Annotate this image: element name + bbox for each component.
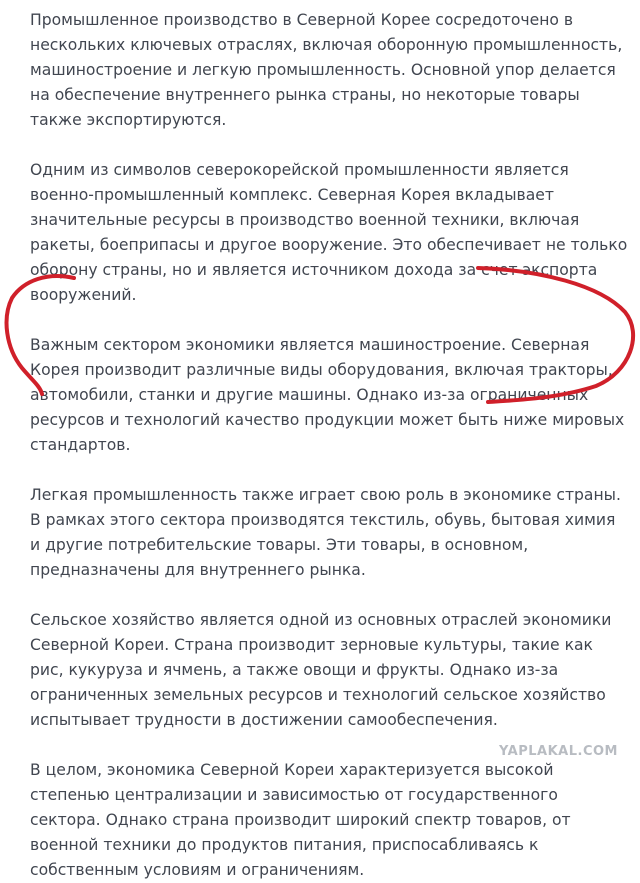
- paragraph-military-industry: Одним из символов северокорейской промышленности является военно-промышленный комплекс. Северная Корея вкладывает значительные ресурсы в производство военной техники, включая ракеты, боеприпасы и другое вооружение. Это обеспечивает не только оборону страны, но и является источником дохода за счет экспорта вооружений.: [30, 161, 628, 304]
- paragraph-conclusion: В целом, экономика Северной Кореи характеризуется высокой степенью централизации и зависимостью от государственного сектора. Однако страна производит широкий спектр товаров, от военной техники до продуктов питания, приспосабливаясь к собственным условиям и ограничениям.: [30, 761, 571, 879]
- paragraph-light-industry: Легкая промышленность также играет свою роль в экономике страны. В рамках этого сектора производятся текстиль, обувь, бытовая химия и другие потребительские товары. Эти товары, в основном, предназначены для внутреннего рынка.: [30, 486, 621, 579]
- paragraph-machine-building: Важным сектором экономики является машиностроение. Северная Корея производит различные виды оборудования, включая тракторы, автомобили, станки и другие машины. Однако из-за ограниченных ресурсов и технологий качество продукции может быть ниже мировых стандартов.: [30, 336, 625, 454]
- watermark: YAPLAKAL.COM: [499, 744, 618, 759]
- paragraph-industry-overview: Промышленное производство в Северной Корее сосредоточено в нескольких ключевых отраслях, включая оборонную промышленность, машиностроение и легкую промышленность. Основной упор делается на обеспечение внутреннего рынка страны, но некоторые товары также экспортируются.: [30, 11, 623, 129]
- paragraph-agriculture: Сельское хозяйство является одной из основных отраслей экономики Северной Кореи. Страна производит зерновые культуры, такие как рис, кукуруза и ячмень, а также овощи и фрукты. Однако из-за ограниченных земельных ресурсов и технологий сельское хозяйство испытывает трудности в достижении самообеспечения.: [30, 611, 612, 729]
